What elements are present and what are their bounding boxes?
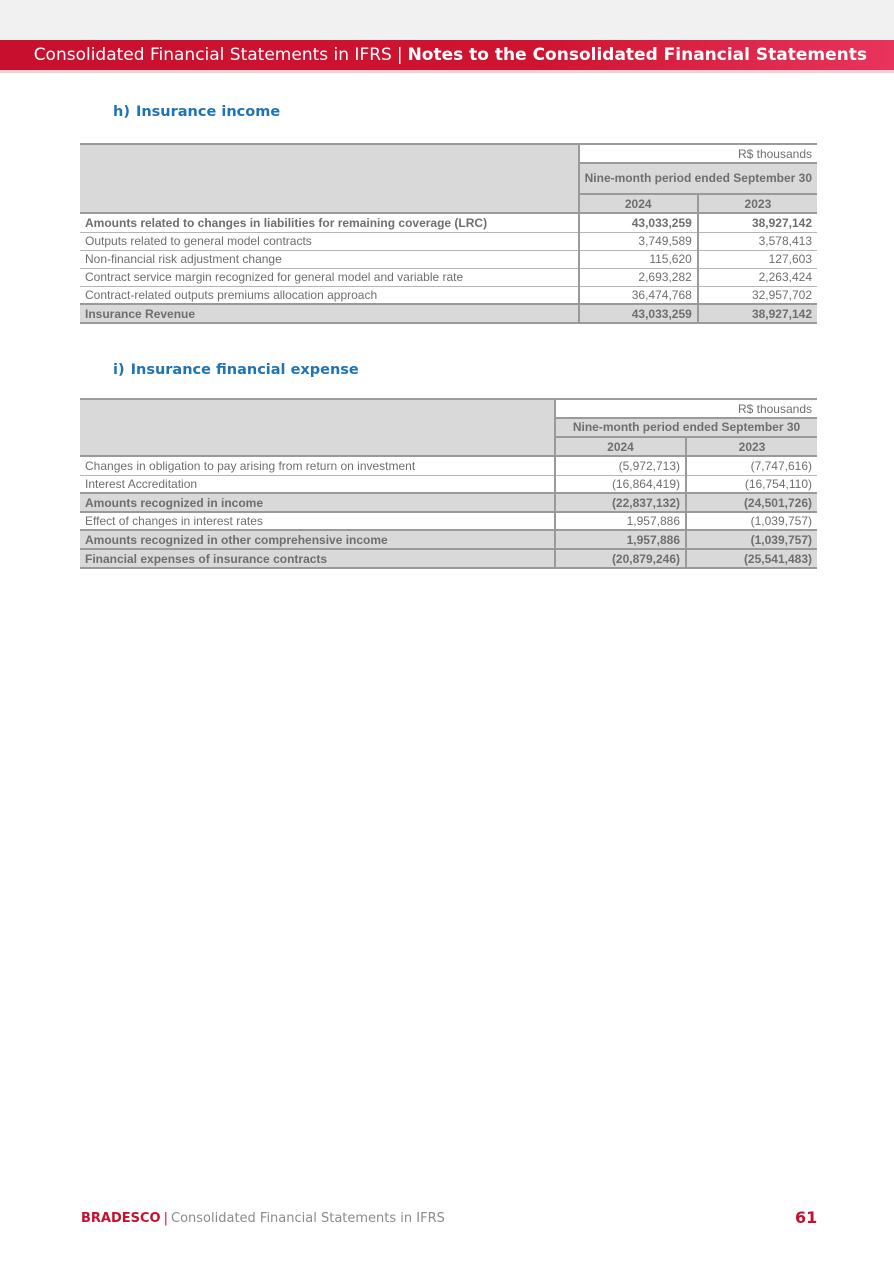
row-label: Contract-related outputs premiums allocation approach [80, 286, 579, 304]
table-total-row [80, 549, 817, 568]
year-2023-header: 2023 [686, 437, 817, 456]
row-value-2023: 38,927,142 [698, 213, 817, 232]
row-value-2023: (16,754,110) [686, 475, 817, 493]
row-value-2023: (24,501,726) [686, 493, 817, 512]
year-2024-header: 2024 [579, 194, 698, 213]
header-underline [0, 70, 894, 73]
row-value-2023: (7,747,616) [686, 456, 817, 475]
table-row [80, 213, 817, 232]
unit-label: R$ thousands [579, 144, 817, 163]
period-header: Nine-month period ended September 30 [579, 163, 817, 194]
row-label: Contract service margin recognized for general model and variable rate [80, 268, 579, 286]
row-label: Effect of changes in interest rates [80, 512, 555, 530]
table-row [80, 286, 817, 304]
row-value-2023: 38,927,142 [698, 304, 817, 323]
row-label: Non-financial risk adjustment change [80, 250, 579, 268]
row-value-2024: 115,620 [579, 250, 698, 268]
footer-text: Consolidated Financial Statements in IFRS [171, 1211, 445, 1226]
row-label: Amounts related to changes in liabilities for remaining coverage (LRC) [80, 213, 579, 232]
table-row [80, 456, 817, 475]
footer-separator: | [163, 1211, 168, 1226]
table-header-blank [80, 399, 555, 456]
row-value-2023: 2,263,424 [698, 268, 817, 286]
row-label: Outputs related to general model contracts [80, 232, 579, 250]
table-row [80, 475, 817, 493]
page-header-banner [0, 40, 894, 70]
row-value-2024: 3,749,589 [579, 232, 698, 250]
page-number: 61 [795, 1208, 818, 1227]
top-margin [0, 0, 894, 40]
row-value-2023: (1,039,757) [686, 512, 817, 530]
row-label: Interest Accreditation [80, 475, 555, 493]
insurance-financial-expense-table [80, 398, 817, 569]
insurance-income-table [80, 143, 817, 324]
period-header: Nine-month period ended September 30 [555, 418, 817, 437]
row-value-2023: (25,541,483) [686, 549, 817, 568]
footer-brand: BRADESCO [81, 1211, 161, 1226]
row-value-2024: 43,033,259 [579, 213, 698, 232]
table-row [80, 250, 817, 268]
header-separator: | [396, 45, 403, 65]
table-subtotal-row [80, 530, 817, 549]
header-left-title: Consolidated Financial Statements in IFRS [33, 45, 392, 65]
section-i-title [113, 362, 359, 378]
row-value-2023: 32,957,702 [698, 286, 817, 304]
section-h-text: Insurance income [135, 104, 281, 120]
row-value-2024: 43,033,259 [579, 304, 698, 323]
row-value-2023: 3,578,413 [698, 232, 817, 250]
year-2023-header: 2023 [698, 194, 817, 213]
row-label: Financial expenses of insurance contracts [80, 549, 555, 568]
section-h-letter: h) [113, 104, 130, 120]
section-i-letter: i) [113, 362, 125, 378]
header-right-title: Notes to the Consolidated Financial Statements [407, 45, 867, 65]
table-subtotal-row [80, 493, 817, 512]
row-label: Changes in obligation to pay arising from return on investment [80, 456, 555, 475]
page-footer [81, 1211, 445, 1226]
row-value-2024: 36,474,768 [579, 286, 698, 304]
row-label: Insurance Revenue [80, 304, 579, 323]
row-value-2024: (20,879,246) [555, 549, 686, 568]
row-value-2024: 1,957,886 [555, 530, 686, 549]
row-label: Amounts recognized in other comprehensive income [80, 530, 555, 549]
row-value-2024: (5,972,713) [555, 456, 686, 475]
table-header-blank [80, 144, 579, 213]
row-value-2023: (1,039,757) [686, 530, 817, 549]
table-total-row [80, 304, 817, 323]
table-row [80, 512, 817, 530]
row-label: Amounts recognized in income [80, 493, 555, 512]
section-i-text: Insurance financial expense [130, 362, 359, 378]
row-value-2024: (22,837,132) [555, 493, 686, 512]
row-value-2024: 2,693,282 [579, 268, 698, 286]
row-value-2023: 127,603 [698, 250, 817, 268]
row-value-2024: 1,957,886 [555, 512, 686, 530]
table-row [80, 268, 817, 286]
year-2024-header: 2024 [555, 437, 686, 456]
row-value-2024: (16,864,419) [555, 475, 686, 493]
unit-label: R$ thousands [555, 399, 817, 418]
table-row [80, 232, 817, 250]
section-h-title [113, 104, 280, 120]
